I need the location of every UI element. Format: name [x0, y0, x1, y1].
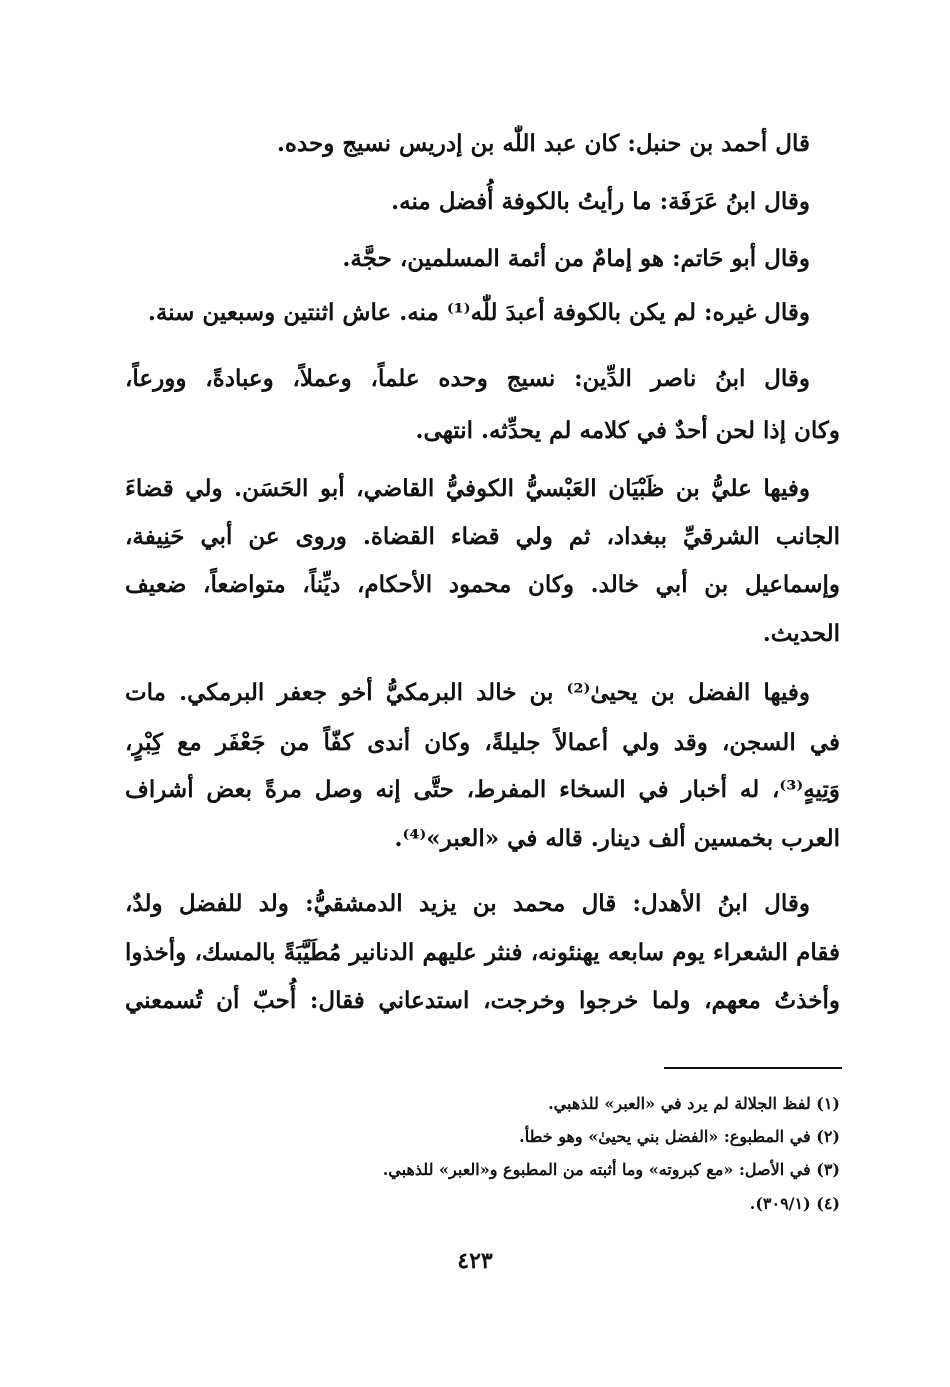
footnote: (٤) (٣٠٩/١). [749, 1194, 840, 1213]
body-line: وفيها عليُّ بن ظَبْيَان العَبْسيُّ الكوفيُّ القاضي، أبو الحَسَن. ولي قضاءَ [125, 475, 810, 502]
body-line: وقال ابنُ الأهدل: قال محمد بن يزيد الدمشقيُّ: ولد للفضل ولدٌ، [125, 890, 810, 917]
footnote: (٢) في المطبوع: «الفضل بني يحيىٰ» وهو خطأ. [519, 1127, 840, 1146]
body-line: قال أحمد بن حنبل: كان عبد اللّٰه بن إدريس نسيج وحده. [276, 130, 810, 157]
body-line: الجانب الشرقيِّ ببغداد، ثم ولي قضاء القضاة. وروى عن أبي حَنِيفة، [125, 523, 840, 550]
footnote-separator [664, 1067, 842, 1069]
body-line: وكان إذا لحن أحدٌ في كلامه لم يحدِّثه. انتهى. [415, 417, 840, 444]
page-number: ٤٢٣ [457, 1248, 493, 1274]
footnote: (١) لفظ الجلالة لم يرد في «العبر» للذهبي. [548, 1094, 840, 1113]
body-line: وقال غيره: لم يكن بالكوفة أعبدَ للّٰه⁽¹⁾ منه. عاش اثنتين وسبعين سنة. [147, 299, 810, 326]
body-line: وقال ابنُ ناصر الدِّين: نسيج وحده علماً، وعملاً، وعبادةً، وورعاً، [125, 365, 810, 392]
body-line: الحديث. [762, 620, 840, 647]
body-line: وإسماعيل بن أبي خالد. وكان محمود الأحكام، ديِّناً، متواضعاً، ضعيف [125, 571, 840, 598]
body-line: فقام الشعراء يوم سابعه يهنئونه، فنثر عليهم الدنانير مُطَيَّبَةً بالمسك، وأخذوا [125, 939, 840, 966]
body-line: وَتِيهٍ⁽³⁾، له أخبار في السخاء المفرط، حتَّى إنه وصل مرةً بعض أشراف [125, 776, 840, 803]
body-line: في السجن، وقد ولي أعمالاً جليلةً، وكان أندى كفّاً من جَعْفَر مع كِبْرٍ، [125, 729, 840, 756]
body-line: وقال ابنُ عَرَفَة: ما رأيتُ بالكوفة أُفضل منه. [391, 188, 810, 215]
body-line: وقال أبو حَاتم: هو إمامٌ من أئمة المسلمين، حجَّة. [342, 245, 810, 272]
body-line: العرب بخمسين ألف دينار. قاله في «العبر»⁽⁴⁾. [394, 825, 840, 852]
body-line: وفيها الفضل بن يحيىٰ⁽²⁾ بن خالد البرمكيُّ أخو جعفر البرمكي. مات [125, 679, 810, 706]
body-line: وأخذتُ معهم، ولما خرجوا وخرجت، استدعاني فقال: أُحبّ أن تُسمعني [125, 987, 840, 1014]
footnote: (٣) في الأصل: «مع كبروته» وما أثبته من المطبوع و«العبر» للذهبي. [382, 1160, 840, 1179]
